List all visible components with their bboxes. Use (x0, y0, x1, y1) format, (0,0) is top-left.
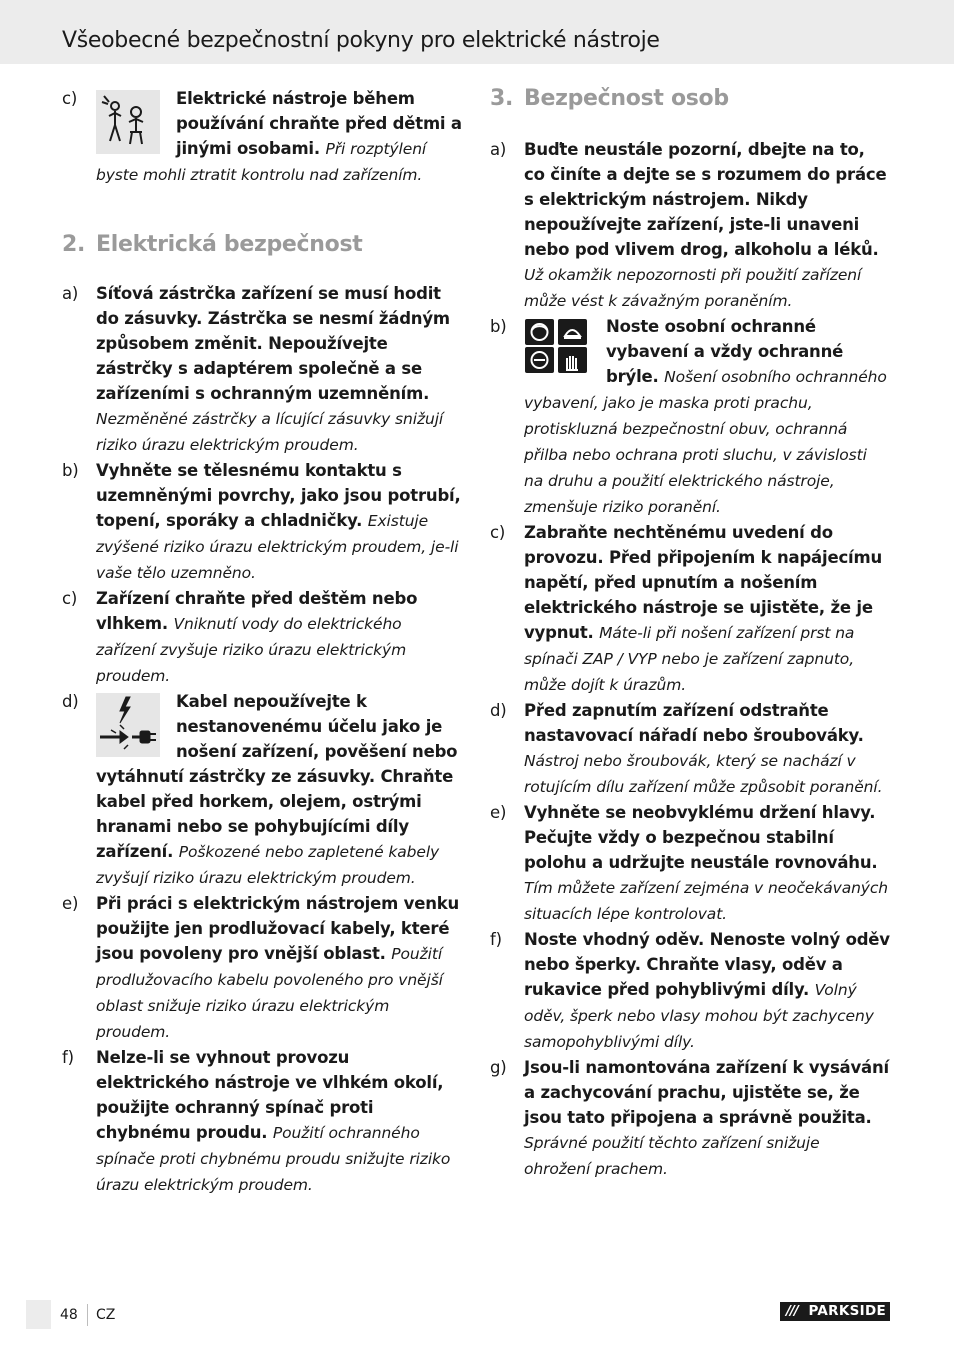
item-bold-text: Elektrické nástroje během používání chraňte před dětmi a jinými osobami. (176, 89, 462, 158)
page-number: 48 (60, 1307, 78, 1323)
section-title-personal-safety (490, 86, 890, 111)
item-italic-text: Existuje zvýšené riziko úrazu elektrickým proudem, je-li vaše tělo uzemněno. (96, 512, 459, 582)
protective-equipment-icons (524, 318, 588, 374)
brand-stripes: /// (786, 1303, 798, 1319)
item-bold-text: Vyhněte se tělesnému kontaktu s uzemněnými povrchy, jako jsou potrubí, topení, sporáky a chladničky. (96, 461, 461, 530)
section-title-text: Elektrická bezpečnost (96, 232, 363, 257)
page-header (0, 0, 954, 64)
item-italic-text: Vniknutí vody do elektrického zařízení zvyšuje riziko úrazu elektrickým proudem. (96, 615, 407, 685)
item-letter: f) (490, 930, 502, 949)
item-bold-text: Zabraňte nechtěnému uvedení do provozu. Před připojením k napájecímu napětí, před upnutím a nošením elektrického nástroje se ujistěte, že je vypnut. (524, 523, 883, 642)
list-item (490, 800, 890, 927)
item-italic-text: Poškozené nebo zapletené kabely zvyšují riziko úrazu elektrickým proudem. (96, 843, 440, 887)
list-item (62, 1045, 464, 1198)
item-italic-text: Správné použití těchto zařízení snižuje ohrožení prachem. (524, 1134, 820, 1178)
item-letter: c) (62, 89, 78, 108)
damaged-cable-icon (96, 693, 160, 757)
item-letter: f) (62, 1048, 74, 1067)
item-letter: b) (490, 317, 507, 336)
item-italic-text: Volný oděv, šperk nebo vlasy mohou být zachyceny samopohyblivými díly. (524, 981, 874, 1051)
item-letter: e) (62, 894, 79, 913)
item-letter: e) (490, 803, 507, 822)
item-letter: d) (62, 692, 79, 711)
item-bold-text: Kabel nepoužívejte k nestanovenému účelu jako je nošení zařízení, pověšení nebo vytáhnutí zástrčky ze zásuvky. Chraňte kabel před horkem, olejem, ostrými hranami nebo se pohybujícími díly zařízení. (96, 692, 458, 861)
item-italic-text: Už okamžik nepozornosti při použití zařízení může vést k závažným poraněním. (524, 266, 862, 310)
item-italic-text: Nošení osobního ochranného vybavení, jako je maska proti prachu, protiskluzná bezpečnostní obuv, ochranná přilba nebo ochrana proti sluchu, v závislosti na druhu a použití elektrického nástroje, zmenšuje riziko poranění. (524, 368, 887, 516)
section-title-electric-safety (62, 232, 464, 257)
item-bold-text: Při práci s elektrickým nástrojem venku použijte jen prodlužovací kabely, které jsou povoleny pro vnější oblast. (96, 894, 460, 963)
language-code: CZ (96, 1307, 116, 1323)
list-item (62, 586, 464, 689)
item-letter: c) (490, 523, 506, 542)
list-item (62, 458, 464, 586)
item-italic-text: Máte-li při nošení zařízení prst na spínači ZAP / VYP nebo je zařízení zapnuto, může dojít k úrazům. (524, 624, 855, 694)
item-letter: d) (490, 701, 507, 720)
list-item (490, 698, 890, 800)
item-italic-text: Nástroj nebo šroubovák, který se nachází v rotujícím dílu zařízení může způsobit poranění. (524, 752, 883, 796)
item-letter: b) (62, 461, 79, 480)
item-italic-text: Nezměněné zástrčky a lícující zásuvky snižují riziko úrazu elektrickým proudem. (96, 410, 444, 454)
right-column (490, 86, 890, 1182)
list-item (62, 281, 464, 458)
item-bold-text: Noste osobní ochranné vybavení a vždy ochranné brýle. (606, 317, 844, 386)
footer-marker (26, 1300, 51, 1329)
item-letter: a) (62, 284, 79, 303)
item-italic-text: Tím můžete zařízení zejména v neočekávaných situacích lépe kontrolovat. (524, 879, 889, 923)
list-item (490, 927, 890, 1055)
item-italic-text: Použití ochranného spínače proti chybnému proudu snižujte riziko úrazu elektrickým proudem. (96, 1124, 451, 1194)
list-item (490, 1055, 890, 1182)
item-bold-text: Jsou-li namontována zařízení k vysávání a zachycování prachu, ujistěte se, že jsou tato připojena a správně použita. (524, 1058, 889, 1127)
brand-name: PARKSIDE (808, 1303, 886, 1319)
item-bold-text: Nelze-li se vyhnout provozu elektrického nástroje ve vlhkém okolí, použijte ochranný spínač proti chybnému proudu. (96, 1048, 444, 1142)
section-title-text: Bezpečnost osob (524, 86, 729, 111)
list-item (490, 520, 890, 698)
section-number: 3. (490, 86, 514, 111)
item-letter: a) (490, 140, 507, 159)
item-bold-text: Zařízení chraňte před deštěm nebo vlhkem. (96, 589, 418, 633)
item-bold-text: Buďte neustále pozorní, dbejte na to, co činíte a dejte se s rozumem do práce s elektrickým nástrojem. Nikdy nepoužívejte zařízení, jste-li unaveni nebo pod vlivem drog, alkoholu a léků. (524, 140, 887, 259)
page-title: Všeobecné bezpečnostní pokyny pro elektrické nástroje (62, 28, 660, 53)
children-keep-away-icon (96, 90, 160, 154)
footer-divider (87, 1304, 88, 1326)
list-item (62, 86, 464, 188)
item-bold-text: Vyhněte se neobvyklému držení hlavy. Pečujte vždy o bezpečnou stabilní polohu a udržujte neustále rovnováhu. (524, 803, 878, 872)
list-item (490, 137, 890, 314)
item-letter: g) (490, 1058, 507, 1077)
item-italic-text: Při rozptýlení byste mohli ztratit kontrolu nad zařízením. (96, 140, 427, 184)
left-column (62, 86, 464, 1198)
section-number: 2. (62, 232, 86, 257)
list-item (62, 689, 464, 891)
list-item (490, 314, 890, 520)
list-item (62, 891, 464, 1045)
item-bold-text: Síťová zástrčka zařízení se musí hodit do zásuvky. Zástrčka se nesmí žádným způsobem změnit. Nepoužívejte zástrčky s adaptérem společně a se zařízeními s ochranným uzemněním. (96, 284, 450, 403)
item-bold-text: Před zapnutím zařízení odstraňte nastavovací nářadí nebo šroubováky. (524, 701, 864, 745)
item-bold-text: Noste vhodný oděv. Nenoste volný oděv nebo šperky. Chraňte vlasy, oděv a rukavice před pohyblivými díly. (524, 930, 890, 999)
brand-logo (780, 1302, 890, 1321)
item-letter: c) (62, 589, 78, 608)
item-italic-text: Použití prodlužovacího kabelu povoleného pro vnější oblast snižuje riziko úrazu elektrickým proudem. (96, 945, 443, 1041)
